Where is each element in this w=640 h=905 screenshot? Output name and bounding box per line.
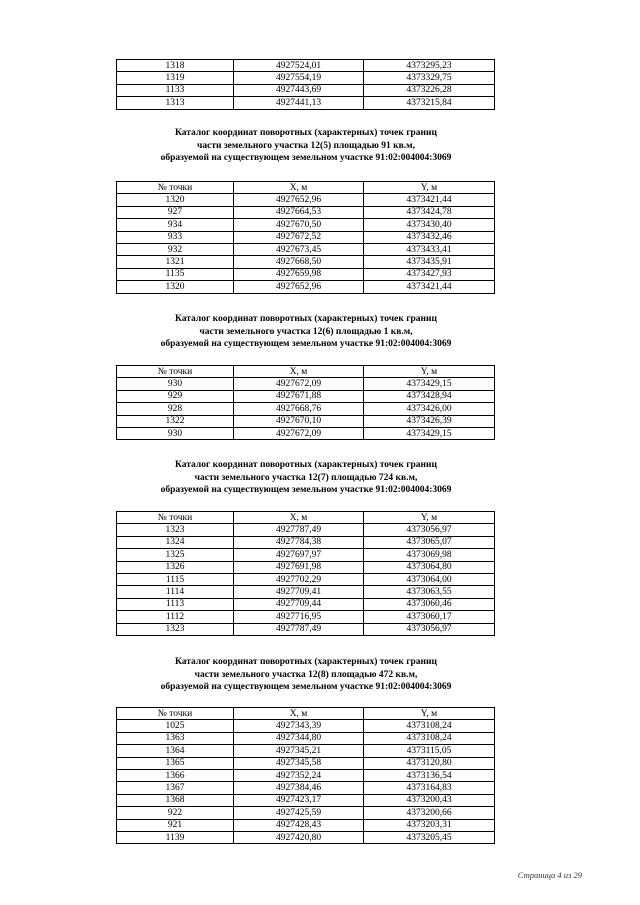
cell-y-coordinate: 4373064,80 [364,561,495,573]
header-x: X, м [234,708,364,720]
cell-x-coordinate: 4927709,44 [234,598,364,610]
cell-y-coordinate: 4373329,75 [364,72,495,84]
cell-x-coordinate: 4927697,97 [234,549,364,561]
header-y: Y, м [364,512,495,524]
cell-x-coordinate: 4927420,80 [234,831,364,843]
cell-x-coordinate: 4927664,53 [234,206,364,218]
cell-point-number: 930 [117,427,234,439]
cell-point-number: 1321 [117,256,234,268]
cell-y-coordinate: 4373421,44 [364,194,495,206]
table-row [117,97,495,109]
table-row [117,819,495,831]
table-row [117,573,495,585]
cell-y-coordinate: 4373108,24 [364,732,495,744]
cell-point-number: 1320 [117,194,234,206]
table-row [117,586,495,598]
table-row [117,831,495,843]
table-row [117,194,495,206]
cell-x-coordinate: 4927524,01 [234,60,364,72]
cell-point-number: 1133 [117,84,234,96]
cell-point-number: 922 [117,807,234,819]
table-row [117,281,495,293]
cell-x-coordinate: 4927672,09 [234,427,364,439]
table-row [117,84,495,96]
cell-point-number: 934 [117,219,234,231]
table-row [117,623,495,635]
header-point-number: № точки [117,512,234,524]
cell-point-number: 1025 [117,720,234,732]
table-row [117,403,495,415]
cell-x-coordinate: 4927716,95 [234,611,364,623]
cell-point-number: 1323 [117,623,234,635]
caption-line: Каталог координат поворотных (характерных) точек границ [175,314,437,324]
cell-x-coordinate: 4927652,96 [234,194,364,206]
page-number: Страница 4 из 29 [517,870,582,880]
cell-y-coordinate: 4373069,98 [364,549,495,561]
cell-point-number: 928 [117,403,234,415]
cell-x-coordinate: 4927443,69 [234,84,364,96]
section-caption [0,459,612,497]
cell-point-number: 1325 [117,549,234,561]
table-row [117,243,495,255]
cell-y-coordinate: 4373056,97 [364,524,495,536]
cell-point-number: 1318 [117,60,234,72]
cell-y-coordinate: 4373120,80 [364,757,495,769]
cell-x-coordinate: 4927668,50 [234,256,364,268]
caption-line: части земельного участка 12(6) площадью 1 кв.м, [199,326,413,337]
cell-point-number: 1319 [117,72,234,84]
cell-point-number: 1363 [117,732,234,744]
table-row [117,219,495,231]
header-y: Y, м [364,366,495,378]
cell-y-coordinate: 4373215,84 [364,97,495,109]
cell-x-coordinate: 4927352,24 [234,769,364,781]
cell-point-number: 1368 [117,794,234,806]
cell-point-number: 1139 [117,831,234,843]
cell-x-coordinate: 4927672,52 [234,231,364,243]
header-x: X, м [234,182,364,194]
table-row [117,549,495,561]
cell-point-number: 929 [117,390,234,402]
section-caption [0,313,612,351]
table-row [117,536,495,548]
cell-x-coordinate: 4927787,49 [234,623,364,635]
cell-point-number: 932 [117,243,234,255]
cell-y-coordinate: 4373432,46 [364,231,495,243]
header-point-number: № точки [117,366,234,378]
cell-point-number: 1113 [117,598,234,610]
header-point-number: № точки [117,182,234,194]
header-row [117,366,495,378]
cell-x-coordinate: 4927345,21 [234,745,364,757]
cell-x-coordinate: 4927428,43 [234,819,364,831]
header-point-number: № точки [117,708,234,720]
table-header [117,708,495,720]
cell-point-number: 1313 [117,97,234,109]
cell-x-coordinate: 4927345,58 [234,757,364,769]
coordinates-table [116,511,495,636]
table-row [117,524,495,536]
cell-y-coordinate: 4373429,15 [364,427,495,439]
cell-x-coordinate: 4927652,96 [234,281,364,293]
table-row [117,732,495,744]
cell-x-coordinate: 4927691,98 [234,561,364,573]
cell-y-coordinate: 4373203,31 [364,819,495,831]
table-header [117,182,495,194]
caption-line: части земельного участка 12(5) площадью 91 кв.м, [197,140,415,151]
cell-y-coordinate: 4373060,17 [364,611,495,623]
header-row [117,512,495,524]
cell-x-coordinate: 4927671,88 [234,390,364,402]
cell-point-number: 1326 [117,561,234,573]
table-row [117,231,495,243]
cell-y-coordinate: 4373426,39 [364,415,495,427]
coordinates-table [116,707,495,844]
cell-y-coordinate: 4373421,44 [364,281,495,293]
cell-point-number: 927 [117,206,234,218]
cell-x-coordinate: 4927702,29 [234,573,364,585]
cell-x-coordinate: 4927441,13 [234,97,364,109]
cell-point-number: 1366 [117,769,234,781]
cell-point-number: 1322 [117,415,234,427]
table-body [117,194,495,293]
cell-y-coordinate: 4373064,00 [364,573,495,585]
caption-line: Каталог координат поворотных (характерных) точек границ [175,128,437,138]
cell-y-coordinate: 4373056,97 [364,623,495,635]
cell-x-coordinate: 4927787,49 [234,524,364,536]
cell-y-coordinate: 4373200,43 [364,794,495,806]
table-row [117,769,495,781]
cell-x-coordinate: 4927672,09 [234,378,364,390]
table-header [117,512,495,524]
header-row [117,182,495,194]
table-row [117,757,495,769]
cell-y-coordinate: 4373136,54 [364,769,495,781]
cell-point-number: 1112 [117,611,234,623]
coordinates-table [116,181,495,294]
cell-y-coordinate: 4373433,41 [364,243,495,255]
table-header [117,366,495,378]
table-row [117,72,495,84]
table-row [117,390,495,402]
caption-line: части земельного участка 12(7) площадью 724 кв.м, [194,472,418,483]
table-row [117,561,495,573]
cell-y-coordinate: 4373060,46 [364,598,495,610]
cell-point-number: 1324 [117,536,234,548]
table-row [117,60,495,72]
table-row [117,427,495,439]
cell-y-coordinate: 4373164,83 [364,782,495,794]
table-row [117,720,495,732]
cell-y-coordinate: 4373430,40 [364,219,495,231]
table-body [117,378,495,440]
header-y: Y, м [364,182,495,194]
table-row [117,206,495,218]
cell-x-coordinate: 4927670,10 [234,415,364,427]
header-x: X, м [234,512,364,524]
cell-point-number: 1323 [117,524,234,536]
cell-x-coordinate: 4927343,39 [234,720,364,732]
cell-x-coordinate: 4927554,19 [234,72,364,84]
table-row [117,256,495,268]
cell-point-number: 921 [117,819,234,831]
cell-x-coordinate: 4927670,50 [234,219,364,231]
cell-y-coordinate: 4373428,94 [364,390,495,402]
cell-x-coordinate: 4927659,98 [234,268,364,280]
header-row [117,708,495,720]
cell-y-coordinate: 4373226,28 [364,84,495,96]
cell-y-coordinate: 4373424,78 [364,206,495,218]
cell-x-coordinate: 4927784,38 [234,536,364,548]
coordinates-table [116,365,495,440]
caption-line: образуемой на существующем земельном участке 91:02:004004:3069 [160,153,452,163]
cell-y-coordinate: 4373200,66 [364,807,495,819]
caption-line: образуемой на существующем земельном участке 91:02:004004:3069 [160,339,452,349]
cell-x-coordinate: 4927425,59 [234,807,364,819]
cell-x-coordinate: 4927668,76 [234,403,364,415]
cell-y-coordinate: 4373108,24 [364,720,495,732]
cell-point-number: 930 [117,378,234,390]
table-row [117,745,495,757]
cell-x-coordinate: 4927384,46 [234,782,364,794]
caption-line: Каталог координат поворотных (характерных) точек границ [175,460,437,470]
caption-line: образуемой на существующем земельном участке 91:02:004004:3069 [160,485,452,495]
cell-y-coordinate: 4373429,15 [364,378,495,390]
header-x: X, м [234,366,364,378]
cell-y-coordinate: 4373115,05 [364,745,495,757]
cell-y-coordinate: 4373063,55 [364,586,495,598]
cell-point-number: 1115 [117,573,234,585]
cell-y-coordinate: 4373205,45 [364,831,495,843]
cell-y-coordinate: 4373295,23 [364,60,495,72]
cell-point-number: 1364 [117,745,234,757]
cell-x-coordinate: 4927673,45 [234,243,364,255]
table-body [117,60,495,110]
table-row [117,807,495,819]
cell-point-number: 1135 [117,268,234,280]
section-caption [0,127,612,165]
cell-y-coordinate: 4373427,93 [364,268,495,280]
cell-point-number: 1320 [117,281,234,293]
cell-x-coordinate: 4927709,41 [234,586,364,598]
cell-x-coordinate: 4927423,17 [234,794,364,806]
section-caption [0,656,612,694]
table-row [117,268,495,280]
table-row [117,415,495,427]
table-row [117,782,495,794]
caption-line: части земельного участка 12(8) площадью 472 кв.м, [194,669,418,680]
table-row [117,611,495,623]
cell-y-coordinate: 4373065,07 [364,536,495,548]
cell-point-number: 1367 [117,782,234,794]
table-row [117,598,495,610]
cell-point-number: 933 [117,231,234,243]
table-body [117,720,495,844]
table-row [117,794,495,806]
table-body [117,524,495,636]
header-y: Y, м [364,708,495,720]
coordinates-table-continued [116,59,495,110]
table-row [117,378,495,390]
cell-point-number: 1114 [117,586,234,598]
cell-x-coordinate: 4927344,80 [234,732,364,744]
cell-y-coordinate: 4373435,91 [364,256,495,268]
cell-y-coordinate: 4373426,00 [364,403,495,415]
caption-line: образуемой на существующем земельном участке 91:02:004004:3069 [160,682,452,692]
cell-point-number: 1365 [117,757,234,769]
caption-line: Каталог координат поворотных (характерных) точек границ [175,657,437,667]
